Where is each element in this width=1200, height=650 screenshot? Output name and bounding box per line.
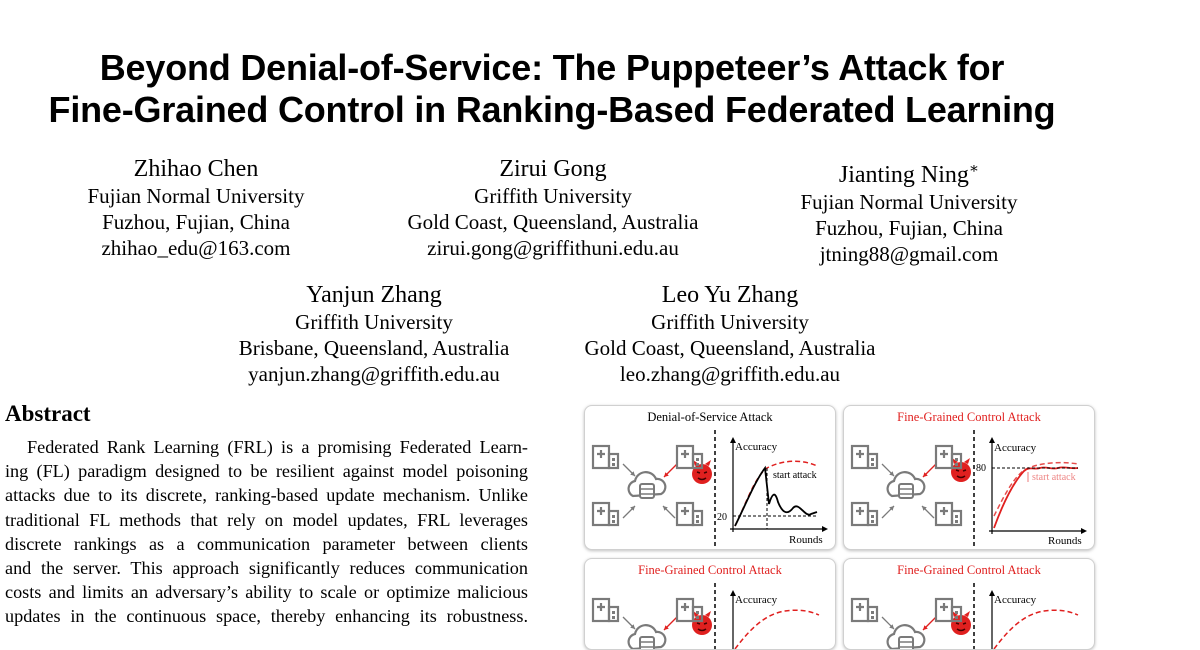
author-name: Zhihao Chen <box>133 156 259 182</box>
title-line-1: Beyond Denial-of-Service: The Puppeteer’s Attack for <box>99 47 1005 88</box>
y-axis-label: Accuracy <box>994 594 1037 606</box>
abstract-line: costs and limits an adversary’s ability to scale or optimize malicious <box>5 582 528 603</box>
benign-accuracy-curve <box>994 463 1078 516</box>
author-location: Gold Coast, Queensland, Australia <box>584 336 876 360</box>
client-hospital-icon <box>677 599 702 621</box>
start-attack-label: start attack <box>773 470 817 481</box>
abstract-heading: Abstract <box>5 401 91 426</box>
figure-panel-fgc <box>843 405 1095 550</box>
federation-diagram <box>852 446 971 525</box>
client-hospital-icon <box>593 503 618 525</box>
author-location: Gold Coast, Queensland, Australia <box>407 210 699 234</box>
federation-diagram <box>593 446 712 525</box>
paper-title <box>0 47 1104 131</box>
author-affiliation: Fujian Normal University <box>87 184 305 208</box>
abstract-line: ing (FL) paradigm designed to be resilient against model poisoning <box>5 461 528 482</box>
author-name-line <box>769 155 1049 189</box>
client-hospital-icon <box>593 446 618 468</box>
client-hospital-icon <box>936 599 961 621</box>
author-block <box>393 155 713 261</box>
x-axis-label: Rounds <box>1048 535 1082 547</box>
author-affiliation: Griffith University <box>295 310 453 334</box>
author-email[interactable]: zirui.gong@griffithuni.edu.au <box>427 236 679 260</box>
abstract-line: traditional FL methods that rely on model updates, FRL leverages <box>5 509 528 530</box>
client-hospital-icon <box>936 503 961 525</box>
author-name: Leo Yu Zhang <box>661 282 799 308</box>
author-block <box>56 155 336 261</box>
abstract-line: attacks due to its discrete, ranking-based update mechanism. Unlike <box>5 485 528 506</box>
client-hospital-icon <box>677 503 702 525</box>
author-email[interactable]: leo.zhang@griffith.edu.au <box>619 362 841 386</box>
panel-title: Denial-of-Service Attack <box>647 410 773 424</box>
client-hospital-icon <box>936 446 961 468</box>
federation-diagram <box>852 599 971 649</box>
author-name: Zirui Gong <box>499 156 607 182</box>
figure-panel-dos <box>584 405 836 550</box>
author-affiliation: Fujian Normal University <box>800 190 1018 214</box>
figure-panel-fgc-3 <box>843 558 1095 650</box>
fgc-diagram-3 <box>844 559 1094 649</box>
abstract-body <box>5 435 528 629</box>
title-line-2: Fine-Grained Control in Ranking-Based Federated Learning <box>48 89 1056 130</box>
client-hospital-icon <box>852 503 877 525</box>
client-hospital-icon <box>852 446 877 468</box>
abstract-line: and the server. This approach significantly reduces communication <box>5 558 528 579</box>
federation-diagram <box>593 599 712 649</box>
figure-panel-fgc-2 <box>584 558 836 650</box>
abstract-line: Federated Rank Learning (FRL) is a promising Federated Learn- <box>27 437 528 457</box>
author-block <box>224 281 524 387</box>
author-block <box>769 155 1049 267</box>
author-location: Fuzhou, Fujian, China <box>102 210 290 234</box>
fgc-diagram-2 <box>585 559 835 649</box>
panel-title: Fine-Grained Control Attack <box>897 410 1041 424</box>
abstract-line: updates in the continuous space, thereby enhancing its robustness. <box>5 606 528 627</box>
corresponding-author-mark: ∗ <box>968 161 980 177</box>
abstract-line: discrete rankings as a communication parameter between clients <box>5 533 528 554</box>
client-hospital-icon <box>852 599 877 621</box>
author-name: Yanjun Zhang <box>306 282 442 308</box>
author-email[interactable]: yanjun.zhang@griffith.edu.au <box>248 362 500 386</box>
start-attack-label: start attack <box>1032 472 1076 483</box>
dos-diagram <box>585 406 835 549</box>
y-axis-label: Accuracy <box>735 594 778 606</box>
author-affiliation: Griffith University <box>474 184 632 208</box>
author-name: Jianting Ning <box>838 162 969 188</box>
panel-title: Fine-Grained Control Attack <box>897 563 1041 577</box>
author-email[interactable]: jtning88@gmail.com <box>819 242 999 266</box>
author-location: Brisbane, Queensland, Australia <box>238 336 510 360</box>
x-axis-label: Rounds <box>789 534 823 546</box>
y-axis-label: Accuracy <box>994 442 1037 454</box>
author-email[interactable]: zhihao_edu@163.com <box>101 236 291 260</box>
level-label: 80 <box>976 463 986 474</box>
author-block <box>570 281 890 387</box>
level-label: 20 <box>717 512 727 523</box>
panel-title: Fine-Grained Control Attack <box>638 563 782 577</box>
client-hospital-icon <box>677 446 702 468</box>
author-affiliation: Griffith University <box>651 310 809 334</box>
y-axis-label: Accuracy <box>735 441 778 453</box>
author-location: Fuzhou, Fujian, China <box>815 216 1003 240</box>
client-hospital-icon <box>593 599 618 621</box>
fgc-diagram <box>844 406 1094 549</box>
